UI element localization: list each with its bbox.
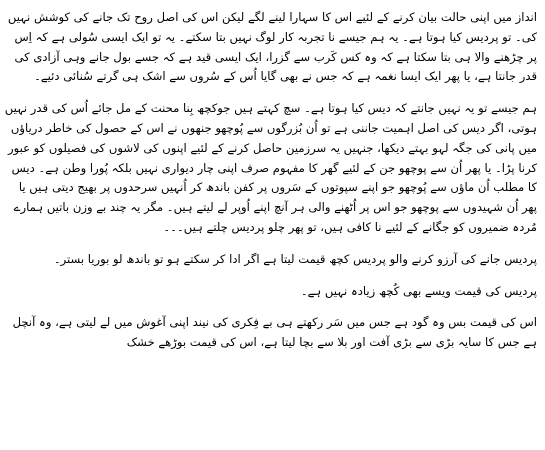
- paragraph-4: پردیس کی قیمت ویسے بھی کُچھ زیادہ نہیں ہے۔: [300, 283, 537, 298]
- paragraph-5: اس کی قیمت بس وہ گود ہے جس میں سَر رکھتے ہی بے فِکری کی نیند اپنی آغوش میں لے لیتی ہے، وہ آنچل ہے جس کا سایہ بڑی سے بڑی آفت اور بلا سے بچا لیتا ہے، اس کی قیمت بوڑھے خشک: [12, 315, 537, 350]
- paragraph-2: ہم جیسے تو یہ نہیں جانتے کہ دیس کیا ہوتا ہے۔ سچ کہتے ہیں جوکچھ بِنا محنت کے مل جائے اُس کی قدر نہیں ہوتی، اگر دیس کی اصل اہمیت جاننی ہے تو اُن بُزرگوں سے پُوچھو جنھوں نے اس کے حصول کی خاطر دریاؤں میں پانی کی جگہ لہو بہتے دیکھا، جنہیں یہ سرزمین حاصل کرنے کے لئیے اپنوں کی لاشوں کی فصیلوں کو عبور کرنا پڑا۔ یا پھر اُن سے پوچھو جن کے لئیے گھر کا مفہوم صرف اپنی چار دیواری نہیں بلکہ پُورا وطن ہے۔ دیس کا مطلب اُن ماؤں سے پُوچھو جو اپنے سپوتوں کے سَروں پر کفن باندھ کر اُنہیں سرحدوں پر بھیج دیتی ہیں یا پھر اُن شہیدوں سے پوچھو جو اس پر اُٹھنے والی ہر آنچ اپنے اُوپر لے لیتے ہیں۔ مگر یہ چند بے وزن باتیں ہمارے مُردہ ضمیروں کو جگانے کے لئیے نا کافی ہیں، تو پھر چلو پردیس چلتے ہیں۔۔۔: [4, 101, 537, 234]
- article-body: [4, 8, 537, 365]
- paragraph-1: انداز میں اپنی حالت بیان کرنے کے لئیے اس کا سہارا لینے لگے لیکن اس کی اصل روح تک جانے کی کوشش نہیں کی۔ تو پردیس کیا ہوتا ہے۔ یہ ہم جیسے نا تجربہ کار لوگ نہیں بتا سکتے۔ یہ تو ایک ایسی سُولی ہے کہ اِس پر چڑھنے والا ہی بتا سکتا ہے کہ وہ کس کَرب سے گزرا، ایک ایسی قید ہے کہ جسے بول جانے وہی آزادی کی قدر جانتا ہے، یا پھر ایک ایسا نغمہ ہے کہ جس نے بھی گایا اُس کے سُروں سے اشک ہی گرتے سُنائی دئیے۔: [7, 10, 537, 84]
- paragraph-3: پردیس جانے کی آرزو کرنے والو پردیس کچھ قیمت لیتا ہے اگر ادا کر سکتے ہو تو باندھ لو بوریا بستر۔: [53, 251, 537, 266]
